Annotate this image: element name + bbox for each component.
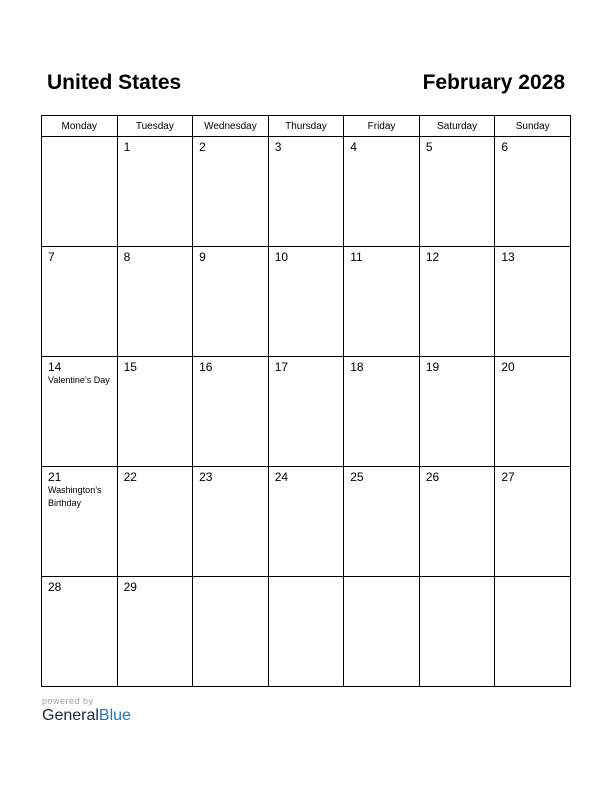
day-cell [117,467,193,577]
day-number: 7 [48,250,55,264]
day-cell [268,467,344,577]
day-number [495,577,570,581]
day-number: 13 [501,250,515,264]
day-number: 9 [199,250,206,264]
day-cell [495,247,571,357]
week-row [42,467,571,577]
day-cell [419,467,495,577]
calendar-body [42,137,571,687]
day-cell [42,357,118,467]
weekday-header: Sunday [495,116,571,137]
week-row [42,577,571,687]
day-cell [193,467,269,577]
day-cell [344,467,420,577]
day-number: 24 [274,470,289,484]
day-number: 21 [48,470,62,484]
day-cell [268,357,344,467]
day-number [344,577,419,581]
day-cell [117,137,193,247]
day-number: 8 [123,250,131,264]
day-cell [117,357,193,467]
day-number: 29 [123,580,137,594]
day-number: 18 [350,360,364,374]
day-cell [42,577,118,687]
day-number: 5 [425,140,433,154]
week-row [42,137,571,247]
country-title: United States [47,71,182,94]
day-cell [268,137,344,247]
day-cell [344,137,420,247]
day-cell [42,247,118,357]
weekday-header: Tuesday [117,116,193,137]
weekday-header-row [42,116,571,137]
day-cell [193,577,269,687]
day-cell [495,357,571,467]
day-number [193,577,268,581]
day-cell [419,357,495,467]
day-number: 26 [425,470,440,484]
day-cell [193,357,269,467]
day-number: 12 [425,250,440,264]
day-number: 4 [350,140,357,154]
day-number: 19 [425,360,440,374]
day-cell [42,137,118,247]
weekday-header: Monday [42,116,118,137]
day-cell [495,137,571,247]
day-number: 23 [199,470,213,484]
brand-logo [42,707,131,725]
day-number [420,577,495,581]
day-number: 1 [123,140,131,154]
day-cell [42,467,118,577]
brand-name-part1: General [42,707,99,724]
day-cell [495,577,571,687]
day-number: 17 [274,360,289,374]
day-number: 6 [501,140,509,154]
day-number [42,137,117,141]
day-cell [495,467,571,577]
day-cell [268,577,344,687]
day-cell [193,247,269,357]
day-cell [344,357,420,467]
weekday-header: Thursday [268,116,344,137]
day-number: 11 [350,250,363,264]
day-number: 28 [48,580,62,594]
calendar-grid [41,115,571,687]
week-row [42,357,571,467]
day-number: 14 [48,360,62,374]
day-cell [419,137,495,247]
holiday-label: Washington’s Birthday [48,485,102,508]
day-number: 2 [199,140,206,154]
day-number: 15 [123,360,137,374]
day-number: 27 [501,470,515,484]
month-year-title: February 2028 [422,71,565,94]
day-number: 25 [350,470,364,484]
weekday-header: Wednesday [193,116,269,137]
day-number: 20 [501,360,515,374]
day-cell [344,577,420,687]
day-cell [117,577,193,687]
powered-by-label: powered by [42,696,94,706]
day-number: 10 [274,250,289,264]
day-cell [117,247,193,357]
week-row [42,247,571,357]
day-cell [419,247,495,357]
holiday-label: Valentine’s Day [48,375,110,385]
footer-credit [42,696,131,725]
day-cell [419,577,495,687]
weekday-header: Saturday [419,116,495,137]
day-number: 3 [274,140,282,154]
day-cell [268,247,344,357]
day-number [269,577,344,581]
day-cell [344,247,420,357]
day-cell [193,137,269,247]
brand-name-part2: Blue [98,707,131,724]
day-number: 22 [123,470,137,484]
day-number: 16 [199,360,213,374]
weekday-header: Friday [344,116,420,137]
